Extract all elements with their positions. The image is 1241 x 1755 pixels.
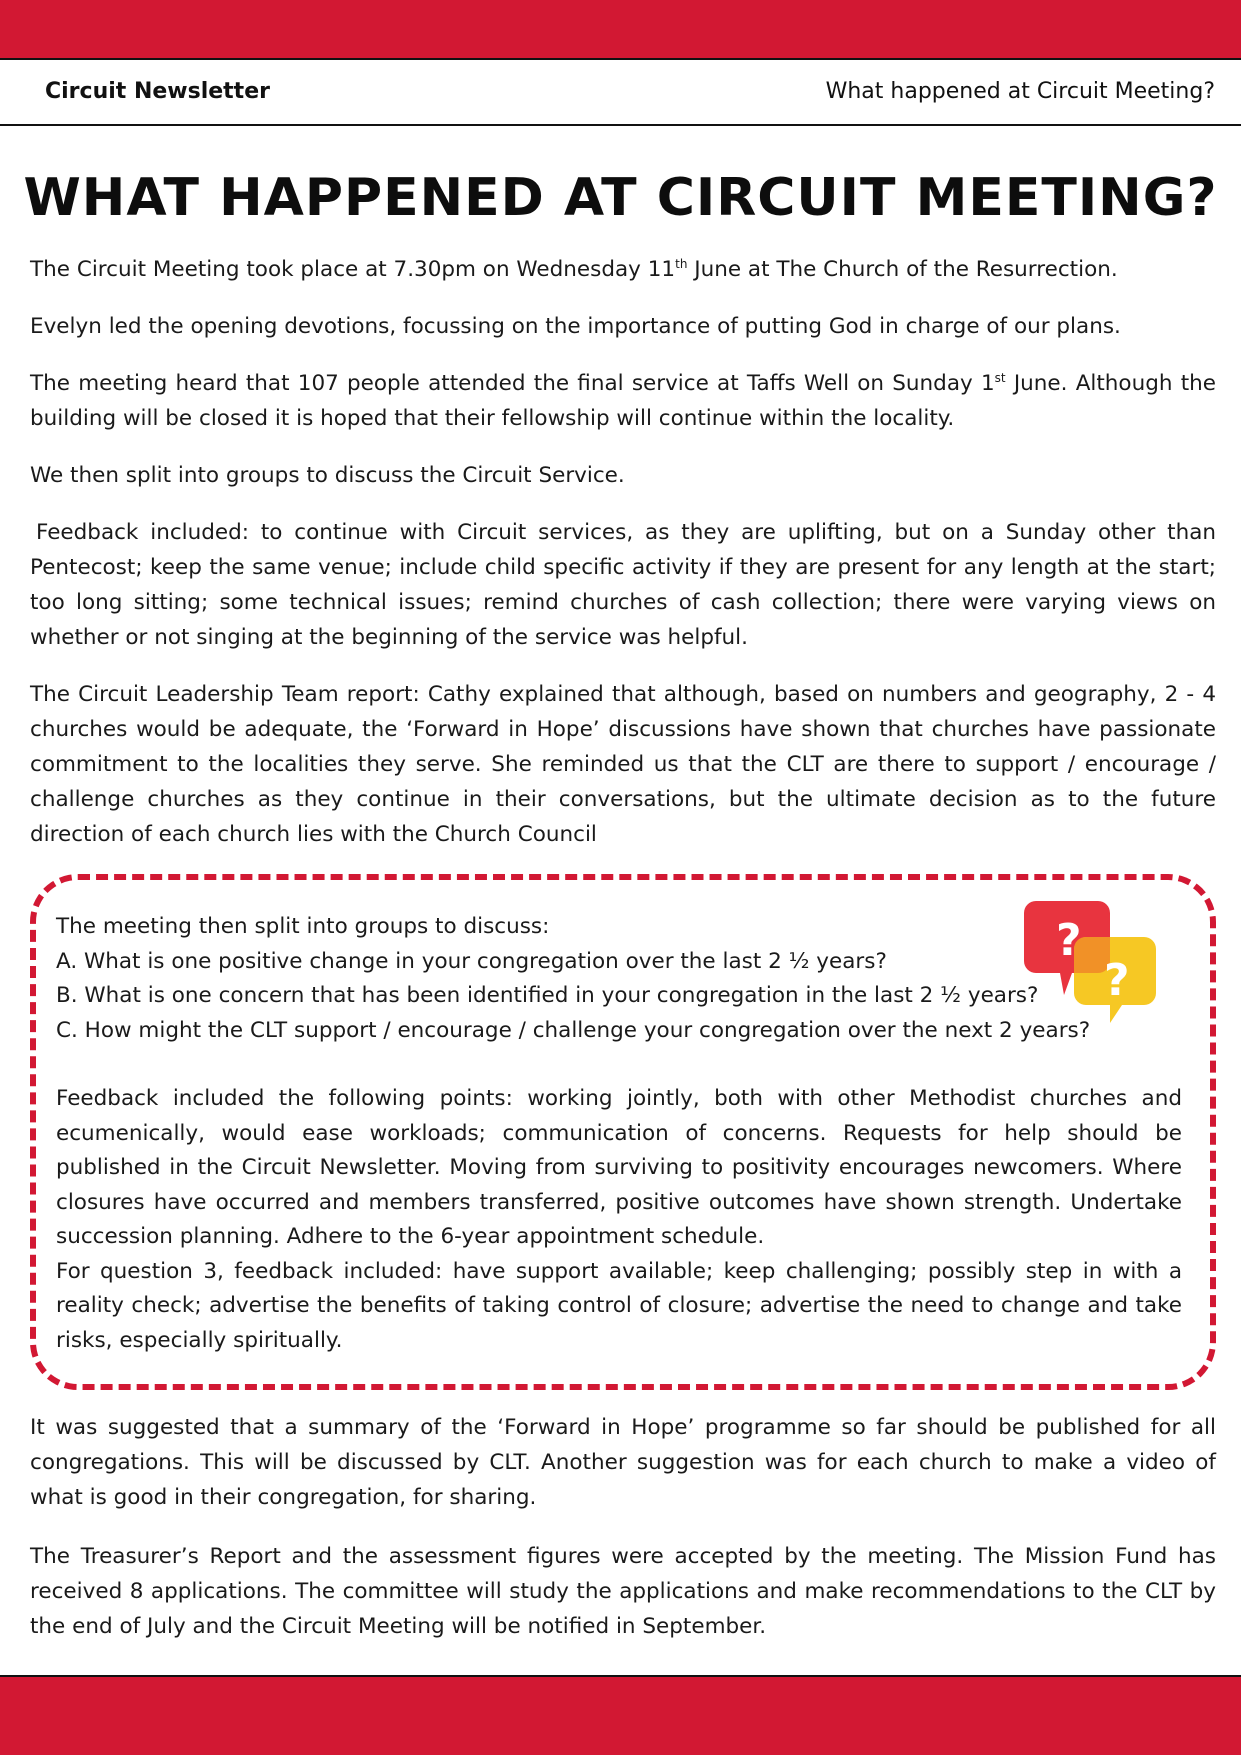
page-title: WHAT HAPPENED AT CIRCUIT MEETING? [23, 168, 1218, 228]
article-body [30, 252, 1216, 874]
top-color-band [0, 0, 1241, 60]
paragraph-feedback: Feedback included: to continue with Circuit services, as they are uplifting, but on a Sunday other than Pentecost; keep the same venue; include child specific activity if they are present for any length at the start; too long sitting; some technical issues; remind churches of cash collection; there were varying views on whether or not singing at the beginning of the service was helpful. [30, 520, 1216, 650]
svg-text:?: ? [1104, 955, 1130, 1006]
callout-content [56, 910, 1182, 1358]
question-speech-bubbles-icon [1024, 895, 1164, 1025]
paragraph-forward-in-hope: It was suggested that a summary of the ‘Forward in Hope’ programme so far should be published for all congregations. This will be discussed by CLT. Another suggestion was for each church to make a video of what is good in their congregation, for sharing. [30, 1415, 1216, 1510]
callout-question3-feedback: For question 3, feedback included: have support available; keep challenging; possibly step in with a reality check; advertise the benefits of taking control of closure; advertise the need to change and take risks, especially spiritually. [56, 1258, 1182, 1353]
ordinal-suffix: th [675, 256, 688, 271]
paragraph-taffs-well [30, 366, 1216, 436]
callout-feedback: Feedback included the following points: working jointly, both with other Methodist churches and ecumenically, would ease workloads; communication of concerns. Requests for help should be published in the Circuit Newsletter. Moving from surviving to positivity encourages newcomers. Where closures have occurred and members transferred, positive outcomes have shown strength. Undertake succession planning. Adhere to the 6-year appointment schedule. [56, 1086, 1182, 1249]
paragraph-text: June. Although the building will be closed it is hoped that their fellowship will continue within the locality. [30, 371, 1216, 431]
svg-text:?: ? [1056, 915, 1082, 966]
question-b: B. What is one concern that has been identified in your congregation in the last 2 ½ years? [56, 983, 1039, 1008]
paragraph-clt-report: The Circuit Leadership Team report: Cathy explained that although, based on numbers and geography, 2 - 4 churches would be adequate, the ‘Forward in Hope’ discussions have shown that churches have passionate commitment to the localities they serve. She reminded us that the CLT are there to support / encourage / challenge churches as they continue in their conversations, but the ultimate decision as to the future direction of each church lies with the Church Council [30, 682, 1216, 847]
paragraph-text: The Circuit Meeting took place at 7.30pm on Wednesday 11 [30, 257, 676, 282]
paragraph-text: The meeting heard that 107 people attended the final service at Taffs Well on Sunday 1 [30, 371, 995, 396]
callout-intro: The meeting then split into groups to discuss: [56, 914, 550, 939]
section-title: What happened at Circuit Meeting? [825, 79, 1215, 104]
spacer [56, 1048, 1182, 1082]
paragraph-meeting-date [30, 252, 1216, 287]
question-c: C. How might the CLT support / encourage / challenge your congregation over the next 2 years? [56, 1017, 1091, 1043]
question-a: A. What is one positive change in your congregation over the last 2 ½ years? [56, 948, 887, 974]
paragraph-treasurer-report: The Treasurer’s Report and the assessment figures were accepted by the meeting. The Mission Fund has received 8 applications. The committee will study the applications and make recommendations to the CLT by the end of July and the Circuit Meeting will be notified in September. [30, 1544, 1216, 1639]
paragraph-devotions: Evelyn led the opening devotions, focussing on the importance of putting God in charge of our plans. [30, 314, 1121, 339]
newsletter-name: Circuit Newsletter [45, 79, 270, 104]
paragraph-groups: We then split into groups to discuss the Circuit Service. [30, 463, 625, 488]
paragraph-text: June at The Church of the Resurrection. [687, 257, 1118, 282]
bottom-color-band [0, 1675, 1241, 1755]
ordinal-suffix: st [994, 370, 1006, 385]
page-header [0, 61, 1241, 126]
